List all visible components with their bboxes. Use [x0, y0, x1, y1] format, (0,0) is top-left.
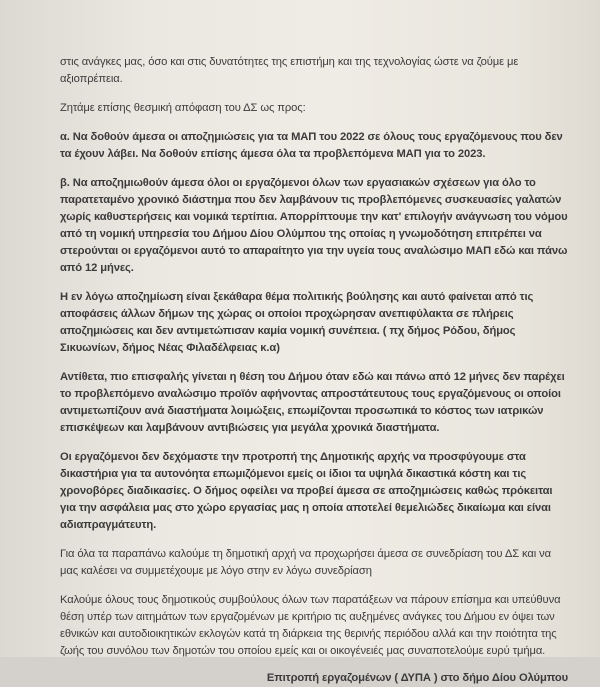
paragraph-workers-refusal: Οι εργαζόμενοι δεν δεχόμαστε την προτροπή της Δημοτικής αρχής να προσφύγουμε στα δικαστήρια για τα αυτονόητα επωμιζόμενοι εμείς οι ίδιοι τα υψηλά δικαστικά κόστη και τις χρονοβόρες διαδικασίες. Ο δήμος οφείλει να προβεί άμεσα σε αποζημιώσεις καθώς πρόκειται για την ασφάλεια μας στο χώρο εργασίας μας η οποία αποτελεί θεμελιώδες δικαίωμα και είναι αδιαπραγμάτευτη. — [60, 451, 553, 531]
paragraph-demand-b: β. Να αποζημιωθούν άμεσα όλοι οι εργαζόμενοι όλων των εργασιακών σχέσεων για όλο το παρατεταμένο χρονικό διάστημα που δεν λαμβάνουν τις προβλεπόμενες συσκευασίες γαλατών χωρίς καθυστερήσεις και νομικά τερτίπια. Απορρίπτουμε την κατ' επιλογήν ανάγνωση του νόμου από τη νομική υπηρεσία του Δήμου Δίου Ολύμπου της οποίας η γνωμοδότηση επιτρέπει να στερούνται οι εργαζόμενοι αυτό το απαραίτητο για την υγεία τους αναλώσιμο ΜΑΠ εδώ και πάνω από 12 μήνες. — [60, 177, 568, 274]
document-body — [60, 54, 568, 687]
paragraph-political-will: Η εν λόγω αποζημίωση είναι ξεκάθαρα θέμα πολιτικής βούλησης και αυτό φαίνεται από τις αποφάσεις άλλων δήμων της χώρας οι οποίοι προχώρησαν ανεπιφύλακτα σε πλήρεις αποζημιώσεις και δεν αντιμετώπισαν καμία νομική συνέπεια. ( πχ δήμος Ρόδου, δήμος Σικυωνίων, δήμος Νέας Φιλαδέλφειας κ.α) — [60, 291, 534, 354]
paragraph-request-heading: Ζητάμε επίσης θεσμική απόφαση του ΔΣ ως προς: — [60, 102, 306, 114]
signature-line: Επιτροπή εργαζομένων ( ΔΥΠΑ ) στο δήμο Δίου Ολύμπου — [266, 672, 568, 684]
paragraph-municipality-position: Αντίθετα, πιο επισφαλής γίνεται η θέση του Δήμου όταν εδώ και πάνω από 12 μήνες δεν παρέχει το προβλεπόμενο αναλώσιμο προϊόν αφήνοντας απροστάτευτους τους εργαζόμενους οι οποίοι αντιμετωπίζουν ανά διαστήματα λοιμώξεις, επωμίζονται προσωπικά το κόστος των ιατρικών επισκέψεων και λαμβάνουν αντιβιώσεις για μεγάλα χρονικά διαστήματα. — [60, 371, 565, 434]
paragraph-intro-continuation: στις ανάγκες μας, όσο και στις δυνατότητες της επιστήμη και της τεχνολογίας ώστε να ζούμε με αξιοπρέπεια. — [60, 56, 519, 85]
paragraph-call-for-meeting: Για όλα τα παραπάνω καλούμε τη δημοτική αρχή να προχωρήσει άμεσα σε συνεδρίαση του ΔΣ και να μας καλέσει να συμμετέχουμε με λόγο στην εν λόγω συνεδρίαση — [60, 548, 552, 577]
paragraph-demand-a: α. Να δοθούν άμεσα οι αποζημιώσεις για τα ΜΑΠ του 2022 σε όλους τους εργαζόμενους που δεν τα έχουν λάβει. Να δοθούν επίσης άμεσα όλα τα προβλεπόμενα ΜΑΠ για το 2023. — [60, 131, 563, 160]
paragraph-call-to-councillors: Καλούμε όλους τους δημοτικούς συμβούλους όλων των παρατάξεων να πάρουν επίσημα και υπεύθυνα θέση υπέρ των αιτημάτων των εργαζομένων με κριτήριο τις αυξημένες ανάγκες του Δήμου εν όψει των εθνικών και αυτοδιοικητικών εκλογών κατά τη διάρκεια της θερινής περιόδου αλλά και την ποιότητα της ζωής του συνόλου των δημοτών του οποίου εμείς και οι οικογένειές μας συναποτελούμε ευρύ τμήμα. — [60, 594, 561, 657]
